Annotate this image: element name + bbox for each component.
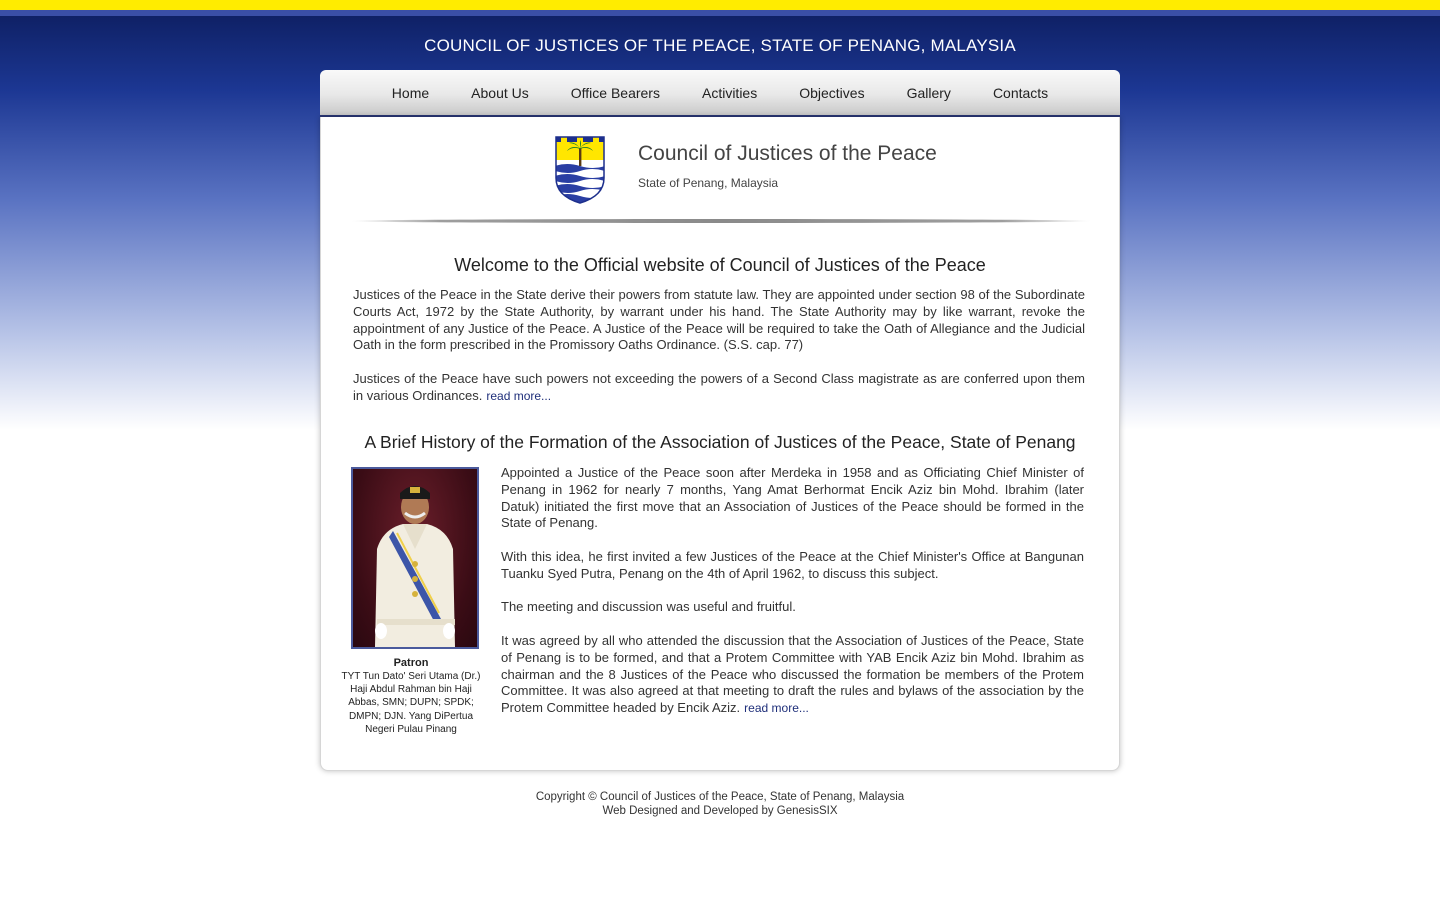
patron-title: Patron <box>393 657 429 669</box>
main-navigation <box>320 70 1120 117</box>
history-paragraph-3 <box>501 599 1084 616</box>
nav-activities[interactable]: Activities <box>701 84 758 101</box>
history-paragraph-4-text: It was agreed by all who attended the discussion that the Association of Justices of the Peace, State of Penang is to be formed, and that a Protem Committee with YAB Encik Aziz bin Mohd. Ibrahim as chairman and the 8 Justices of the Peace who discussed the formation be members of the Protem Committee. It was also agreed at that meeting to draft the rules and bylaws of the association by the Protem Committee headed by Encik Aziz. <box>501 633 1084 716</box>
welcome-paragraph-1-text: Justices of the Peace in the State derive their powers from statute law. They are appointed under section 98 of the Subordinate Courts Act, 1972 by the State Authority, by warrant under his hand. The State Authority may by like warrant, revoke the appointment of any Justice of the Peace. A Justice of the Peace will be required to take the Oath of Allegiance and the Judicial Oath in the form prescribed in the Promissory Oaths Ordinance. (S.S. cap. 77) <box>353 287 1085 353</box>
nav-home[interactable]: Home <box>391 84 430 101</box>
logo-subtitle: State of Penang, Malaysia <box>638 176 779 190</box>
history-heading: A Brief History of the Formation of the Association of Justices of the Peace, State of Penang <box>364 432 1076 452</box>
history-paragraph-3-text: The meeting and discussion was useful and fruitful. <box>501 599 796 614</box>
welcome-paragraph-1 <box>353 287 1085 354</box>
patron-portrait-icon <box>353 469 477 647</box>
logo-name: Council of Justices of the Peace <box>638 142 937 165</box>
history-paragraph-2 <box>501 549 1084 583</box>
welcome-paragraph-2-text: Justices of the Peace have such powers not exceeding the powers of a Second Class magistrate as are conferred upon them in various Ordinances. <box>353 371 1085 403</box>
history-paragraph-1-text: Appointed a Justice of the Peace soon after Merdeka in 1958 and as Officiating Chief Minister of Penang in 1962 for nearly 7 months, Yang Amat Berhormat Encik Aziz bin Mohd. Ibrahim (later Datuk) initiated the first move that an Association of Justices of the Peace should be formed in the State of Penang. <box>501 465 1084 531</box>
history-paragraph-4 <box>501 633 1084 717</box>
top-blue-stripe <box>0 10 1440 16</box>
history-paragraph-1 <box>501 465 1084 532</box>
patron-description: TYT Tun Dato' Seri Utama (Dr.) Haji Abdul Rahman bin Haji Abbas, SMN; DUPN; SPDK; DMPN; DJN. Yang DiPertua Negeri Pulau Pinang <box>341 671 481 735</box>
welcome-paragraph-2 <box>353 371 1085 405</box>
nav-objectives[interactable]: Objectives <box>799 84 865 101</box>
welcome-read-more-link[interactable]: read more... <box>486 388 552 403</box>
site-title: COUNCIL OF JUSTICES OF THE PEACE, STATE OF PENANG, MALAYSIA <box>424 36 1016 55</box>
history-paragraph-2-text: With this idea, he first invited a few Justices of the Peace at the Chief Minister's Office at Bangunan Tuanku Syed Putra, Penang on the 4th of April 1962, to discuss this subject. <box>501 549 1084 581</box>
nav-contacts[interactable]: Contacts <box>992 84 1049 101</box>
welcome-heading: Welcome to the Official website of Council of Justices of the Peace <box>454 255 986 275</box>
patron-photo <box>351 467 479 649</box>
top-yellow-stripe <box>0 0 1440 10</box>
site-logo[interactable] <box>555 136 955 206</box>
nav-gallery[interactable]: Gallery <box>906 84 951 101</box>
footer-credit: Web Designed and Developed by GenesisSIX <box>602 804 838 817</box>
nav-about-us[interactable]: About Us <box>471 84 529 101</box>
main-content-panel <box>320 117 1120 771</box>
footer-copyright: Copyright © Council of Justices of the Peace, State of Penang, Malaysia <box>535 791 905 803</box>
penang-crest-icon <box>555 136 605 204</box>
header-divider <box>351 219 1091 223</box>
page-footer <box>0 791 1440 818</box>
history-read-more-link[interactable]: read more... <box>744 701 809 716</box>
nav-office-bearers[interactable]: Office Bearers <box>570 84 660 101</box>
